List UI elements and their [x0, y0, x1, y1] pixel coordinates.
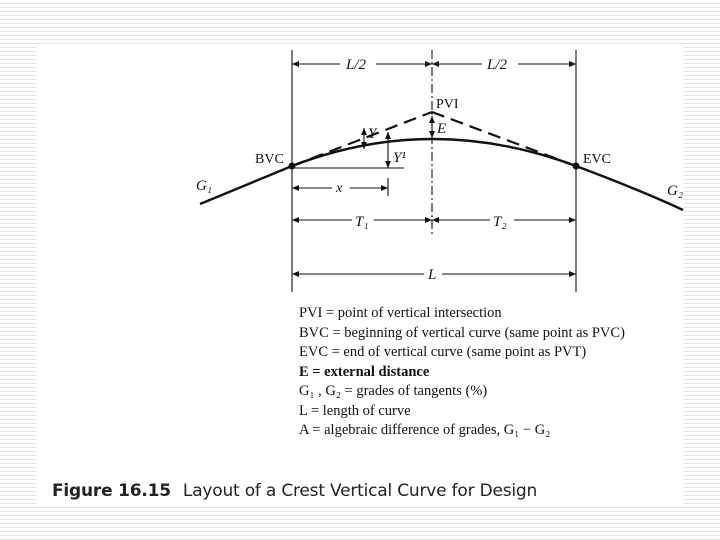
- figure-number: Figure 16.15: [52, 481, 171, 501]
- half-length-right-label: L/2: [487, 57, 508, 73]
- g1-label: G₁: [196, 178, 213, 194]
- e-label: E: [437, 121, 447, 137]
- legend-item-pvi: PVI = point of vertical intersection: [299, 305, 502, 321]
- pvi-label: PVI: [436, 97, 459, 112]
- length-label: L: [428, 267, 437, 283]
- y1-label: Y¹: [393, 150, 406, 166]
- evc-label: EVC: [583, 152, 611, 167]
- legend-item-algebraic-difference: A = algebraic difference of grades, G₁ − G₂: [299, 422, 551, 438]
- grade-line-g1: [200, 166, 292, 204]
- legend-item-e: E = external distance: [299, 363, 430, 380]
- t2-label: T₂: [493, 214, 507, 230]
- vertical-curve: [292, 139, 576, 166]
- legend-item-evc: EVC = end of vertical curve (same point as PVT): [299, 344, 587, 360]
- legend-item-bvc: BVC = beginning of vertical curve (same point as PVC): [299, 324, 625, 341]
- legend-item-grades: G₁ , G₂ = grades of tangents (%): [299, 383, 488, 399]
- figure-caption: [52, 481, 537, 501]
- legend-item-length: L = length of curve: [299, 402, 411, 419]
- x-label: x: [336, 181, 343, 196]
- legend: [299, 304, 625, 441]
- t1-label: T₁: [355, 214, 369, 230]
- figure-title: Layout of a Crest Vertical Curve for Design: [182, 481, 538, 501]
- g2-label: G₂: [667, 183, 684, 199]
- half-length-left-label: L/2: [346, 57, 367, 73]
- evc-point: [573, 163, 580, 170]
- bvc-label: BVC: [255, 152, 284, 167]
- y-label: Y: [368, 126, 377, 142]
